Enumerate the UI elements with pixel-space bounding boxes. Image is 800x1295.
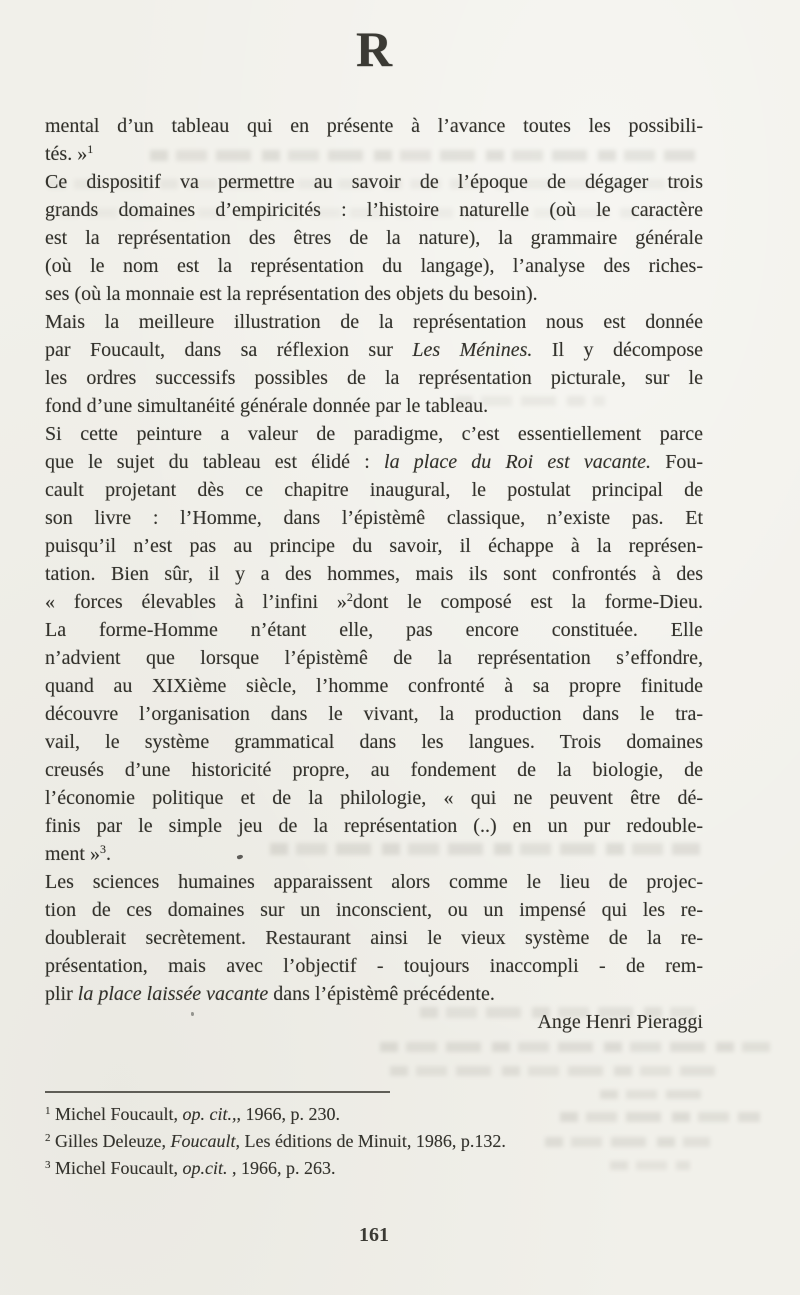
text-segment: mental d’un tableau qui en présente à l’avance toutes les possibili- <box>45 115 703 137</box>
text-line <box>45 364 703 392</box>
text-line <box>45 812 703 840</box>
text-segment: (où le nom est la représentation du langage), l’analyse des riches- <box>45 255 703 277</box>
text-line <box>45 476 703 504</box>
text-line <box>45 252 703 280</box>
footnote-marker: 3 <box>100 842 106 856</box>
text-segment: fond d’une simultanéité générale donnée par le tableau. <box>45 395 489 417</box>
text-line <box>45 420 703 448</box>
text-segment: tés. » <box>45 143 88 165</box>
text-segment: l’économie politique et de la philologie, « qui ne peuvent être dé- <box>45 787 703 809</box>
text-segment: finis par le simple jeu de la représentation (..) en un pur redouble- <box>45 815 703 837</box>
text-segment: puisqu’il n’est pas au principe du savoir, il échappe à la représen- <box>45 535 703 557</box>
text-segment: La forme-Homme n’étant elle, pas encore constituée. Elle <box>45 619 703 641</box>
text-line <box>45 448 703 476</box>
text-line <box>45 168 703 196</box>
text-line <box>45 868 703 896</box>
footnotes-block <box>45 1101 703 1182</box>
text-line <box>45 308 703 336</box>
text-segment: plir <box>45 983 78 1005</box>
text-segment: ment » <box>45 843 100 865</box>
footnote <box>45 1101 703 1128</box>
text-segment: cault projetant dès ce chapitre inaugural, le postulat principal de <box>45 479 703 501</box>
text-segment: n’advient que lorsque l’épistèmê de la représentation s’effondre, <box>45 647 703 669</box>
text-segment: op.cit. <box>182 1158 228 1178</box>
text-segment: Ange Henri Pieraggi <box>537 1011 703 1033</box>
text-line <box>45 588 703 616</box>
text-line <box>45 700 703 728</box>
text-segment: Gilles Deleuze, <box>50 1131 171 1151</box>
text-segment: , Les éditions de Minuit, 1986, p.132. <box>235 1131 506 1151</box>
text-segment: ses (où la monnaie est la représentation des objets du besoin). <box>45 283 538 305</box>
text-segment: tation. Bien sûr, il y a des hommes, mais ils sont confrontés à des <box>45 563 703 585</box>
text-line <box>45 840 703 868</box>
text-segment: . <box>106 843 111 865</box>
text-line <box>45 224 703 252</box>
text-segment: , 1966, p. 263. <box>227 1158 336 1178</box>
text-segment: Michel Foucault, <box>50 1104 183 1124</box>
showthrough-ghost-text <box>600 1090 710 1099</box>
text-segment: dont le composé est la forme-Dieu. <box>352 591 703 613</box>
text-line <box>45 672 703 700</box>
text-line <box>45 980 703 1008</box>
text-line <box>45 784 703 812</box>
text-segment: , 1966, p. 230. <box>236 1104 340 1124</box>
text-segment: Les sciences humaines apparaissent alors comme le lieu de projec- <box>45 871 703 893</box>
text-segment: quand au XIXième siècle, l’homme confronté à sa propre finitude <box>45 675 703 697</box>
text-line <box>45 924 703 952</box>
text-line <box>45 728 703 756</box>
text-line <box>45 560 703 588</box>
text-segment: « forces élevables à l’infini » <box>45 591 347 613</box>
text-segment: la place laissée vacante <box>77 983 269 1005</box>
footnote <box>45 1155 703 1182</box>
body-text-block <box>45 112 703 1036</box>
text-line <box>45 112 703 140</box>
footnote-marker: 1 <box>87 142 94 156</box>
text-line <box>45 644 703 672</box>
text-line <box>45 896 703 924</box>
text-segment: Fou- <box>651 451 703 473</box>
text-line <box>45 952 703 980</box>
text-line <box>45 280 703 308</box>
footnote-marker: 1 <box>45 1105 51 1117</box>
text-segment: la place du Roi est vacante. <box>384 451 652 473</box>
text-line <box>45 392 703 420</box>
footnote-marker: 2 <box>45 1132 51 1144</box>
text-segment: doublerait secrètement. Restaurant ainsi le vieux système de la re- <box>45 927 703 949</box>
text-segment: creusés d’une historicité propre, au fondement de la biologie, de <box>45 759 703 781</box>
text-line <box>45 504 703 532</box>
text-line <box>45 532 703 560</box>
text-line <box>45 616 703 644</box>
text-segment: Il y décompose <box>532 339 703 361</box>
text-segment: vail, le système grammatical dans les langues. Trois domaines <box>45 731 703 753</box>
text-segment: dans l’épistèmê précédente. <box>268 983 495 1005</box>
text-segment: son livre : l’Homme, dans l’épistèmê classique, n’existe pas. Et <box>45 507 703 529</box>
text-line <box>45 1008 703 1036</box>
text-line <box>45 196 703 224</box>
ink-speck <box>191 1012 194 1016</box>
text-segment: tion de ces domaines sur un inconscient, ou un impensé qui les re- <box>45 899 703 921</box>
text-segment: présentation, mais avec l’objectif - toujours inaccompli - de rem- <box>45 955 703 977</box>
text-segment: Mais la meilleure illustration de la représentation nous est donnée <box>45 311 703 333</box>
text-segment: les ordres successifs possibles de la représentation picturale, sur le <box>45 367 703 389</box>
showthrough-ghost-text <box>390 1066 720 1076</box>
section-letter-heading: R <box>355 21 393 77</box>
text-segment: Foucault <box>170 1131 236 1151</box>
showthrough-ghost-text <box>380 1042 770 1052</box>
text-segment: Les Ménines. <box>412 339 533 361</box>
footnote-marker: 3 <box>45 1159 51 1171</box>
text-line <box>45 140 703 168</box>
text-segment: est la représentation des êtres de la nature), la grammaire générale <box>45 227 703 249</box>
text-segment: par Foucault, dans sa réflexion sur <box>45 339 413 361</box>
text-segment: découvre l’organisation dans le vivant, la production dans le tra- <box>45 703 703 725</box>
text-segment: grands domaines d’empiricités : l’histoire naturelle (où le caractère <box>45 199 703 221</box>
footnote-separator-rule <box>45 1091 390 1093</box>
text-line <box>45 336 703 364</box>
page-number: 161 <box>359 1224 389 1246</box>
text-segment: op. cit., <box>182 1104 237 1124</box>
footnote <box>45 1128 703 1155</box>
text-segment: Si cette peinture a valeur de paradigme, c’est essentiellement parce <box>45 423 703 445</box>
text-segment: Michel Foucault, <box>50 1158 183 1178</box>
text-segment: Ce dispositif va permettre au savoir de l’époque de dégager trois <box>45 171 703 193</box>
footnote-marker: 2 <box>346 590 353 604</box>
text-line <box>45 756 703 784</box>
text-segment: que le sujet du tableau est élidé : <box>45 451 385 473</box>
